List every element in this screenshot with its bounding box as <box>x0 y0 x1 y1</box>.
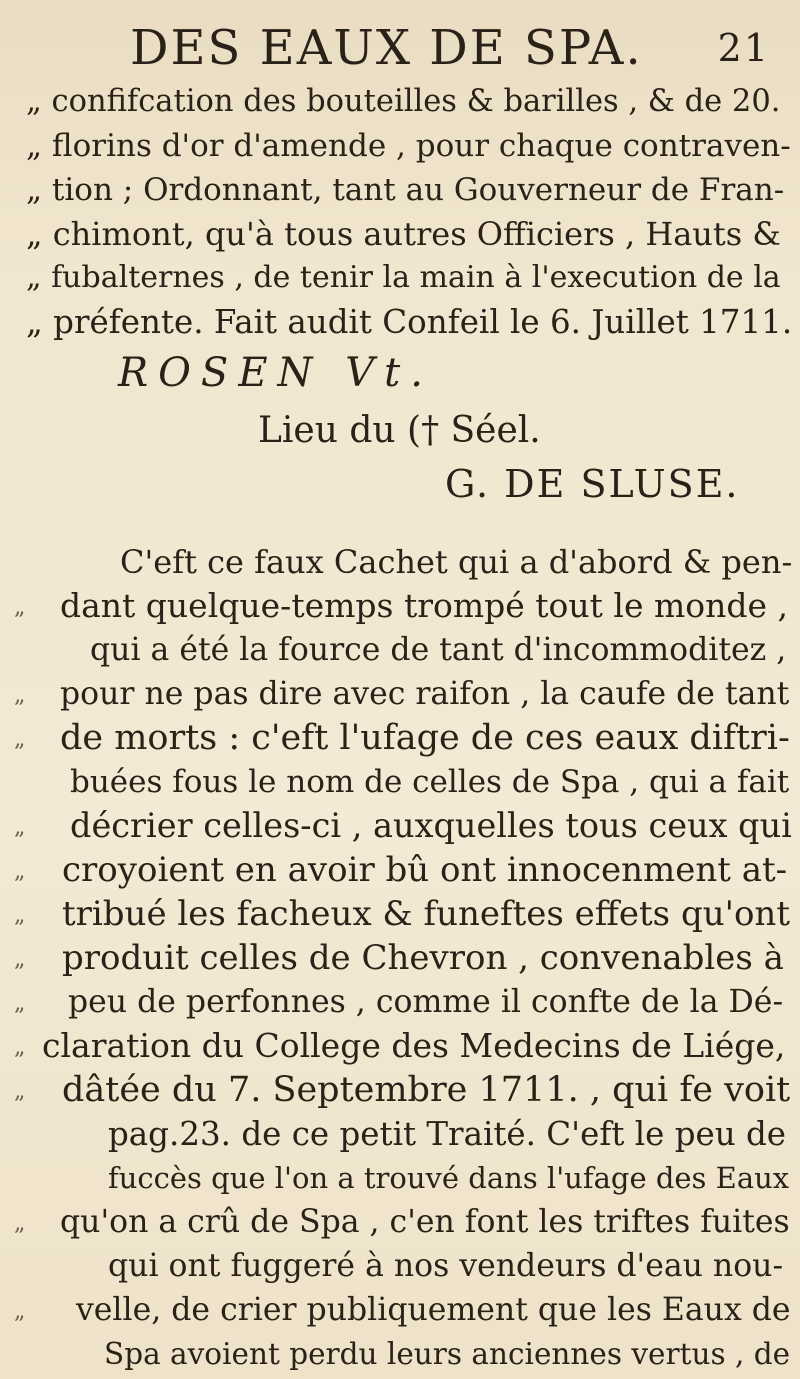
paragraph-line: dant quelque-temps trompé tout le monde , <box>60 586 789 625</box>
paragraph-line: velle, de crier publiquement que les Eaux de <box>76 1292 791 1328</box>
quoted-line: „ florins d'or d'amende , pour chaque contraven- <box>26 128 791 164</box>
paragraph-line: décrier celles-ci , auxquelles tous ceux qui <box>70 806 792 845</box>
paragraph-line: buées fous le nom de celles de Spa , qui a fait <box>70 764 790 800</box>
quoted-line: „ préfente. Fait audit Confeil le 6. Juillet 1711. <box>26 303 793 341</box>
quoted-line: „ fubalternes , de tenir la main à l'execution de la <box>26 260 781 295</box>
running-head <box>130 18 790 78</box>
paragraph-line: Spa avoient perdu leurs anciennes vertus , de <box>104 1337 791 1371</box>
book-page: DES EAUX DE SPA. 21 „ confifcation des bouteilles & barilles , & de 20. „ florins d'or d'amende , pour chaque contraven- „ tion ; Ordonnant, tant au Gouverneur de Fran- „ chimont, qu'à tous autres Officiers , Hauts & „ fubalternes , de tenir la main à l'execution de la „ préfente. Fait audit Confeil le 6. Juillet 1711. ROSEN Vt. Lieu du († Séel. G. DE SLUSE. C'eft ce faux Cachet qui a d'abord & pen- „ dant quelque-temps trompé tout le monde , qui a été la fource de tant d'incommoditez , „ pour ne pas dire avec raifon , la caufe de tant „ de morts : c'eft l'ufage de ces eaux diftri- buées fous le nom de celles de Spa , qui a fait „ décrier celles-ci , auxquelles tous ceux qui „ croyoient en avoir bû ont innocenment at- „ tribué les facheux & funeftes effets qu'ont „ produit celles de Chevron , convenables à „ peu de perfonnes , comme il confte de la Dé- „ claration du College des Medecins de Liége, „ dâtée du 7. Septembre 1711. , qui fe voit pag.23. de ce petit Traité. C'eft le peu de fuccès que l'on a trouvé dans l'ufage des Eaux „ qu'on a crû de Spa , c'en font les triftes fuites qui ont fuggeré à nos vendeurs d'eau nou- „ velle, de crier publiquement que les Eaux de Spa avoient perdu leurs anciennes vertus , de <box>0 0 800 1379</box>
paragraph-line: qui ont fuggeré à nos vendeurs d'eau nou- <box>108 1248 784 1284</box>
paragraph-line: qu'on a crû de Spa , c'en font les triftes fuites <box>60 1204 790 1240</box>
paragraph-line: dâtée du 7. Septembre 1711. , qui fe voit <box>62 1070 791 1110</box>
quoted-line: „ tion ; Ordonnant, tant au Gouverneur de Fran- <box>26 172 785 208</box>
signature-author: G. DE SLUSE. <box>445 462 740 506</box>
quoted-line: „ chimont, qu'à tous autres Officiers , Hauts & <box>26 215 781 253</box>
paragraph-line: peu de perfonnes , comme il confte de la Dé- <box>68 984 784 1020</box>
paragraph-line: pour ne pas dire avec raifon , la caufe de tant <box>60 676 790 712</box>
paragraph-line: C'eft ce faux Cachet qui a d'abord & pen- <box>120 543 793 581</box>
paragraph-line: tribué les facheux & funeftes effets qu'ont <box>62 894 790 934</box>
paragraph-line: pag.23. de ce petit Traité. C'eft le peu de <box>108 1115 787 1153</box>
page-number: 21 <box>717 26 770 70</box>
signature-name: ROSEN Vt. <box>118 350 433 396</box>
paragraph-line: produit celles de Chevron , convenables à <box>62 938 784 978</box>
paragraph-line: claration du College des Medecins de Liége, <box>42 1026 786 1065</box>
paragraph-line: fuccès que l'on a trouvé dans l'ufage des Eaux <box>108 1161 790 1195</box>
paragraph-line: qui a été la fource de tant d'incommoditez , <box>90 632 787 668</box>
quoted-line: „ confifcation des bouteilles & barilles , & de 20. <box>26 84 781 119</box>
paragraph-line: de morts : c'eft l'ufage de ces eaux diftri- <box>60 718 790 758</box>
seal-place: Lieu du († Séel. <box>258 410 541 451</box>
paragraph-line: croyoient en avoir bû ont innocenment at- <box>62 850 788 890</box>
running-title: DES EAUX DE SPA. <box>130 20 643 76</box>
